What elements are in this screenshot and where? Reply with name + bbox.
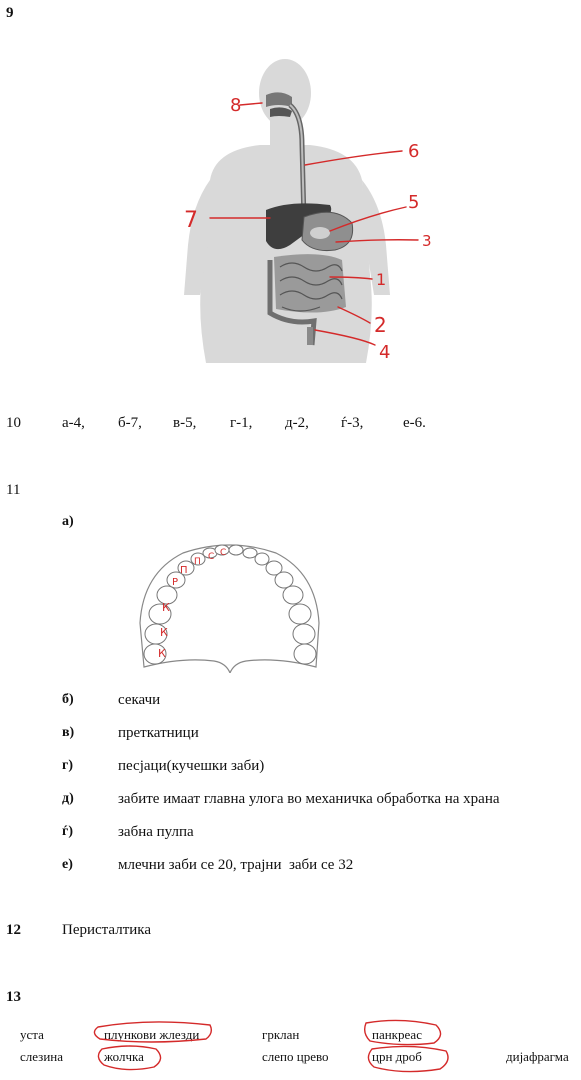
label-1: 1 [376,270,387,289]
word-grklan: грклан [262,1027,300,1042]
answer-g: г-1, [230,415,253,431]
item-text-b: секачи [118,692,161,708]
word-plunkovi-zhlezdi: плункови жлезди [104,1027,200,1042]
question-number-9: 9 [6,5,14,21]
item-letter-gj: ѓ) [62,824,74,839]
item-text-gj: забна пулпа [118,824,194,840]
label-2: 2 [374,313,387,337]
answer-e: е-6. [403,415,426,431]
word-pankreas: панкреас [372,1027,422,1042]
label-7: 7 [184,208,198,233]
word-crn-drob: црн дроб [372,1049,422,1064]
label-6: 6 [408,141,420,162]
word-slezina: слезина [20,1049,64,1064]
label-5: 5 [408,192,420,213]
word-zholchka: жолчка [104,1049,144,1064]
item-text-e: млечни заби се 20, трајни заби се 32 [118,857,354,873]
answer-b: б-7, [118,415,142,431]
answer-v: в-5, [173,415,197,431]
tooth-mark-s1: С [220,548,227,558]
label-8: 8 [230,95,242,116]
item-letter-g: г) [62,758,74,773]
tooth-mark-r: Р [172,577,179,588]
answer-gj: ѓ-3, [341,415,364,431]
tooth-mark-s2: С [208,552,215,562]
question-number-10: 10 [6,415,21,431]
item-letter-e: е) [62,857,73,872]
tooth-mark-k1: К [162,601,170,614]
answer-a: а-4, [62,415,85,431]
tooth-mark-k3: К [158,647,166,660]
question-number-11: 11 [6,482,21,498]
word-dijafragma: дијафрагма [506,1049,569,1064]
tooth-mark-p2: П [180,565,188,576]
label-4: 4 [379,342,391,363]
item-text-d: забите имаат главна улога во механичка обработка на храна [118,791,500,807]
item-letter-b: б) [62,692,74,707]
answer-12: Перисталтика [62,922,151,938]
item-letter-d: д) [62,791,74,806]
question-number-13: 13 [6,989,21,1005]
item-letter-a: а) [62,514,74,529]
dental-arch-diagram [138,543,323,673]
answer-d: д-2, [285,415,309,431]
tooth-mark-p1: П [194,557,201,567]
item-letter-v: в) [62,725,75,740]
handwritten-circles [0,1015,581,1080]
word-usta: уста [20,1027,44,1042]
item-text-v: преткатници [118,725,199,741]
digestive-system-diagram [170,45,440,367]
question-number-12: 12 [6,922,21,938]
tooth-mark-k2: К [160,626,168,639]
label-3: 3 [422,232,432,250]
item-text-g: песјаци(кучешки заби) [118,758,265,774]
word-slepo-crevo: слепо црево [262,1049,329,1064]
